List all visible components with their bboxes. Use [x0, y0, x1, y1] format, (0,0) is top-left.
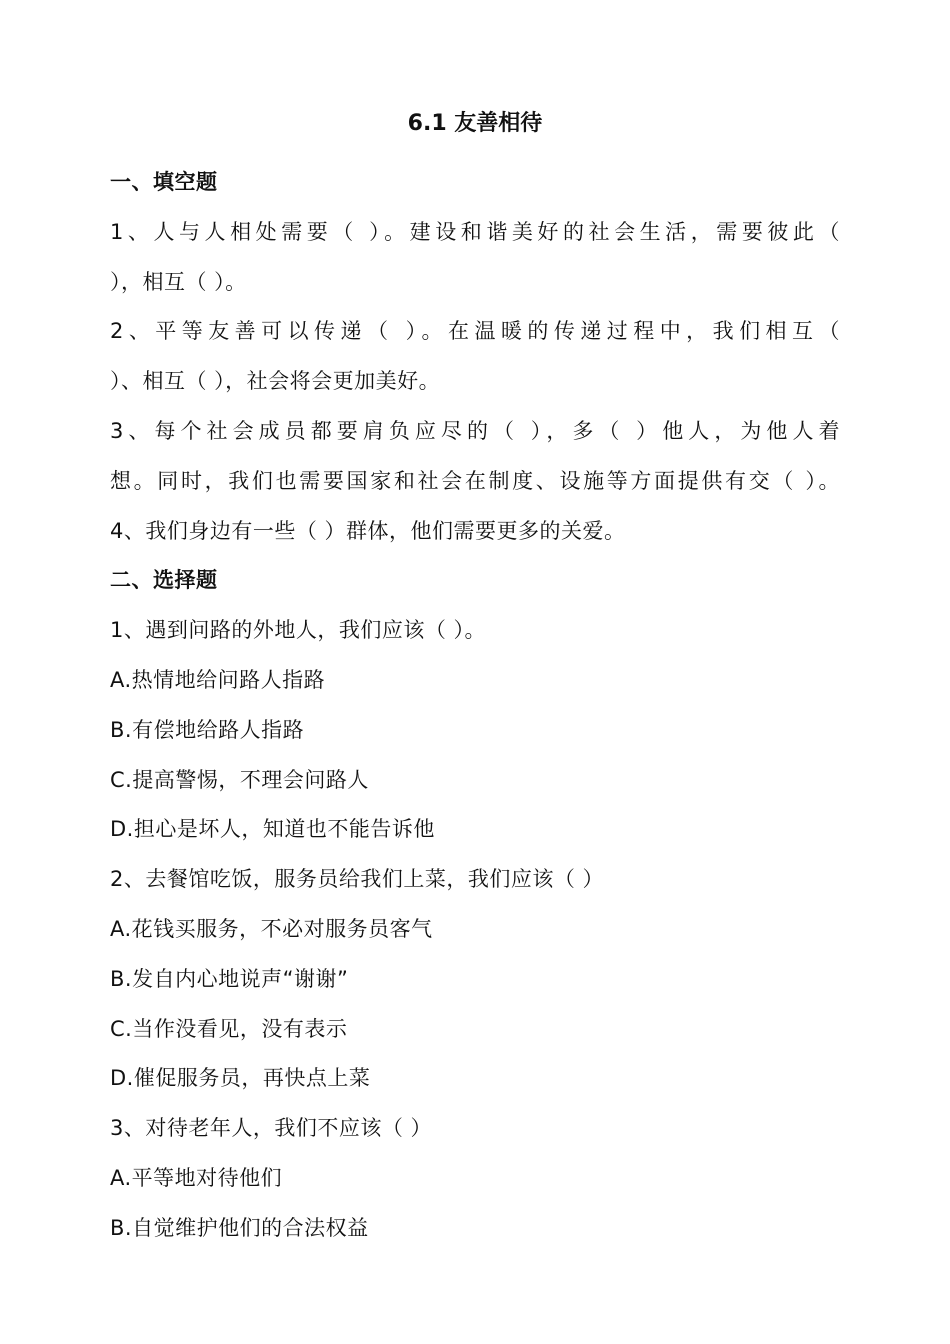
choice-2-option-c: C.当作没看见，没有表示 [110, 1016, 348, 1041]
section-heading-multiple-choice: 二、选择题 [110, 568, 218, 593]
choice-3-option-b: B.自觉维护他们的合法权益 [110, 1215, 369, 1240]
fill-question-3-line-2: 想。同时，我们也需要国家和社会在制度、设施等方面提供有交（ ）。 [110, 468, 840, 493]
section-heading-fill-in: 一、填空题 [110, 170, 218, 194]
choice-1-option-a: A.热情地给问路人指路 [110, 667, 326, 692]
fill-question-4: 4、我们身边有一些（ ）群体，他们需要更多的关爱。 [110, 518, 626, 543]
fill-question-3-line-1: 3、每个社会成员都要肩负应尽的（ ），多（ ）他人，为他人着 [110, 418, 840, 443]
fill-question-2-line-1: 2、平等友善可以传递（ ）。在温暖的传递过程中，我们相互（ [110, 319, 840, 344]
document-body [110, 158, 840, 1254]
fill-question-2-line-2: ）、相互（ ），社会将会更加美好。 [110, 369, 441, 394]
page-title: 6.1 友善相待 [407, 111, 543, 136]
choice-3-option-a: A.平等地对待他们 [110, 1165, 283, 1190]
choice-1-option-c: C.提高警惕，不理会问路人 [110, 767, 369, 792]
choice-1-option-b: B.有偿地给路人指路 [110, 717, 305, 742]
choice-2-option-a: A.花钱买服务，不必对服务员客气 [110, 916, 433, 941]
choice-1-option-d: D.担心是坏人，知道也不能告诉他 [110, 817, 435, 842]
choice-2-option-d: D.催促服务员，再快点上菜 [110, 1066, 371, 1091]
fill-question-1-line-2: ），相互（ ）。 [110, 269, 247, 294]
choice-question-2: 2、去餐馆吃饭，服务员给我们上菜，我们应该（ ） [110, 867, 605, 892]
choice-2-option-b: B.发自内心地说声“谢谢” [110, 966, 349, 991]
fill-question-1-line-1: 1、人与人相处需要（ ）。建设和谐美好的社会生活，需要彼此（ [110, 219, 840, 244]
choice-question-1: 1、遇到问路的外地人，我们应该（ ）。 [110, 618, 487, 643]
choice-question-3: 3、对待老年人，我们不应该（ ） [110, 1116, 433, 1141]
